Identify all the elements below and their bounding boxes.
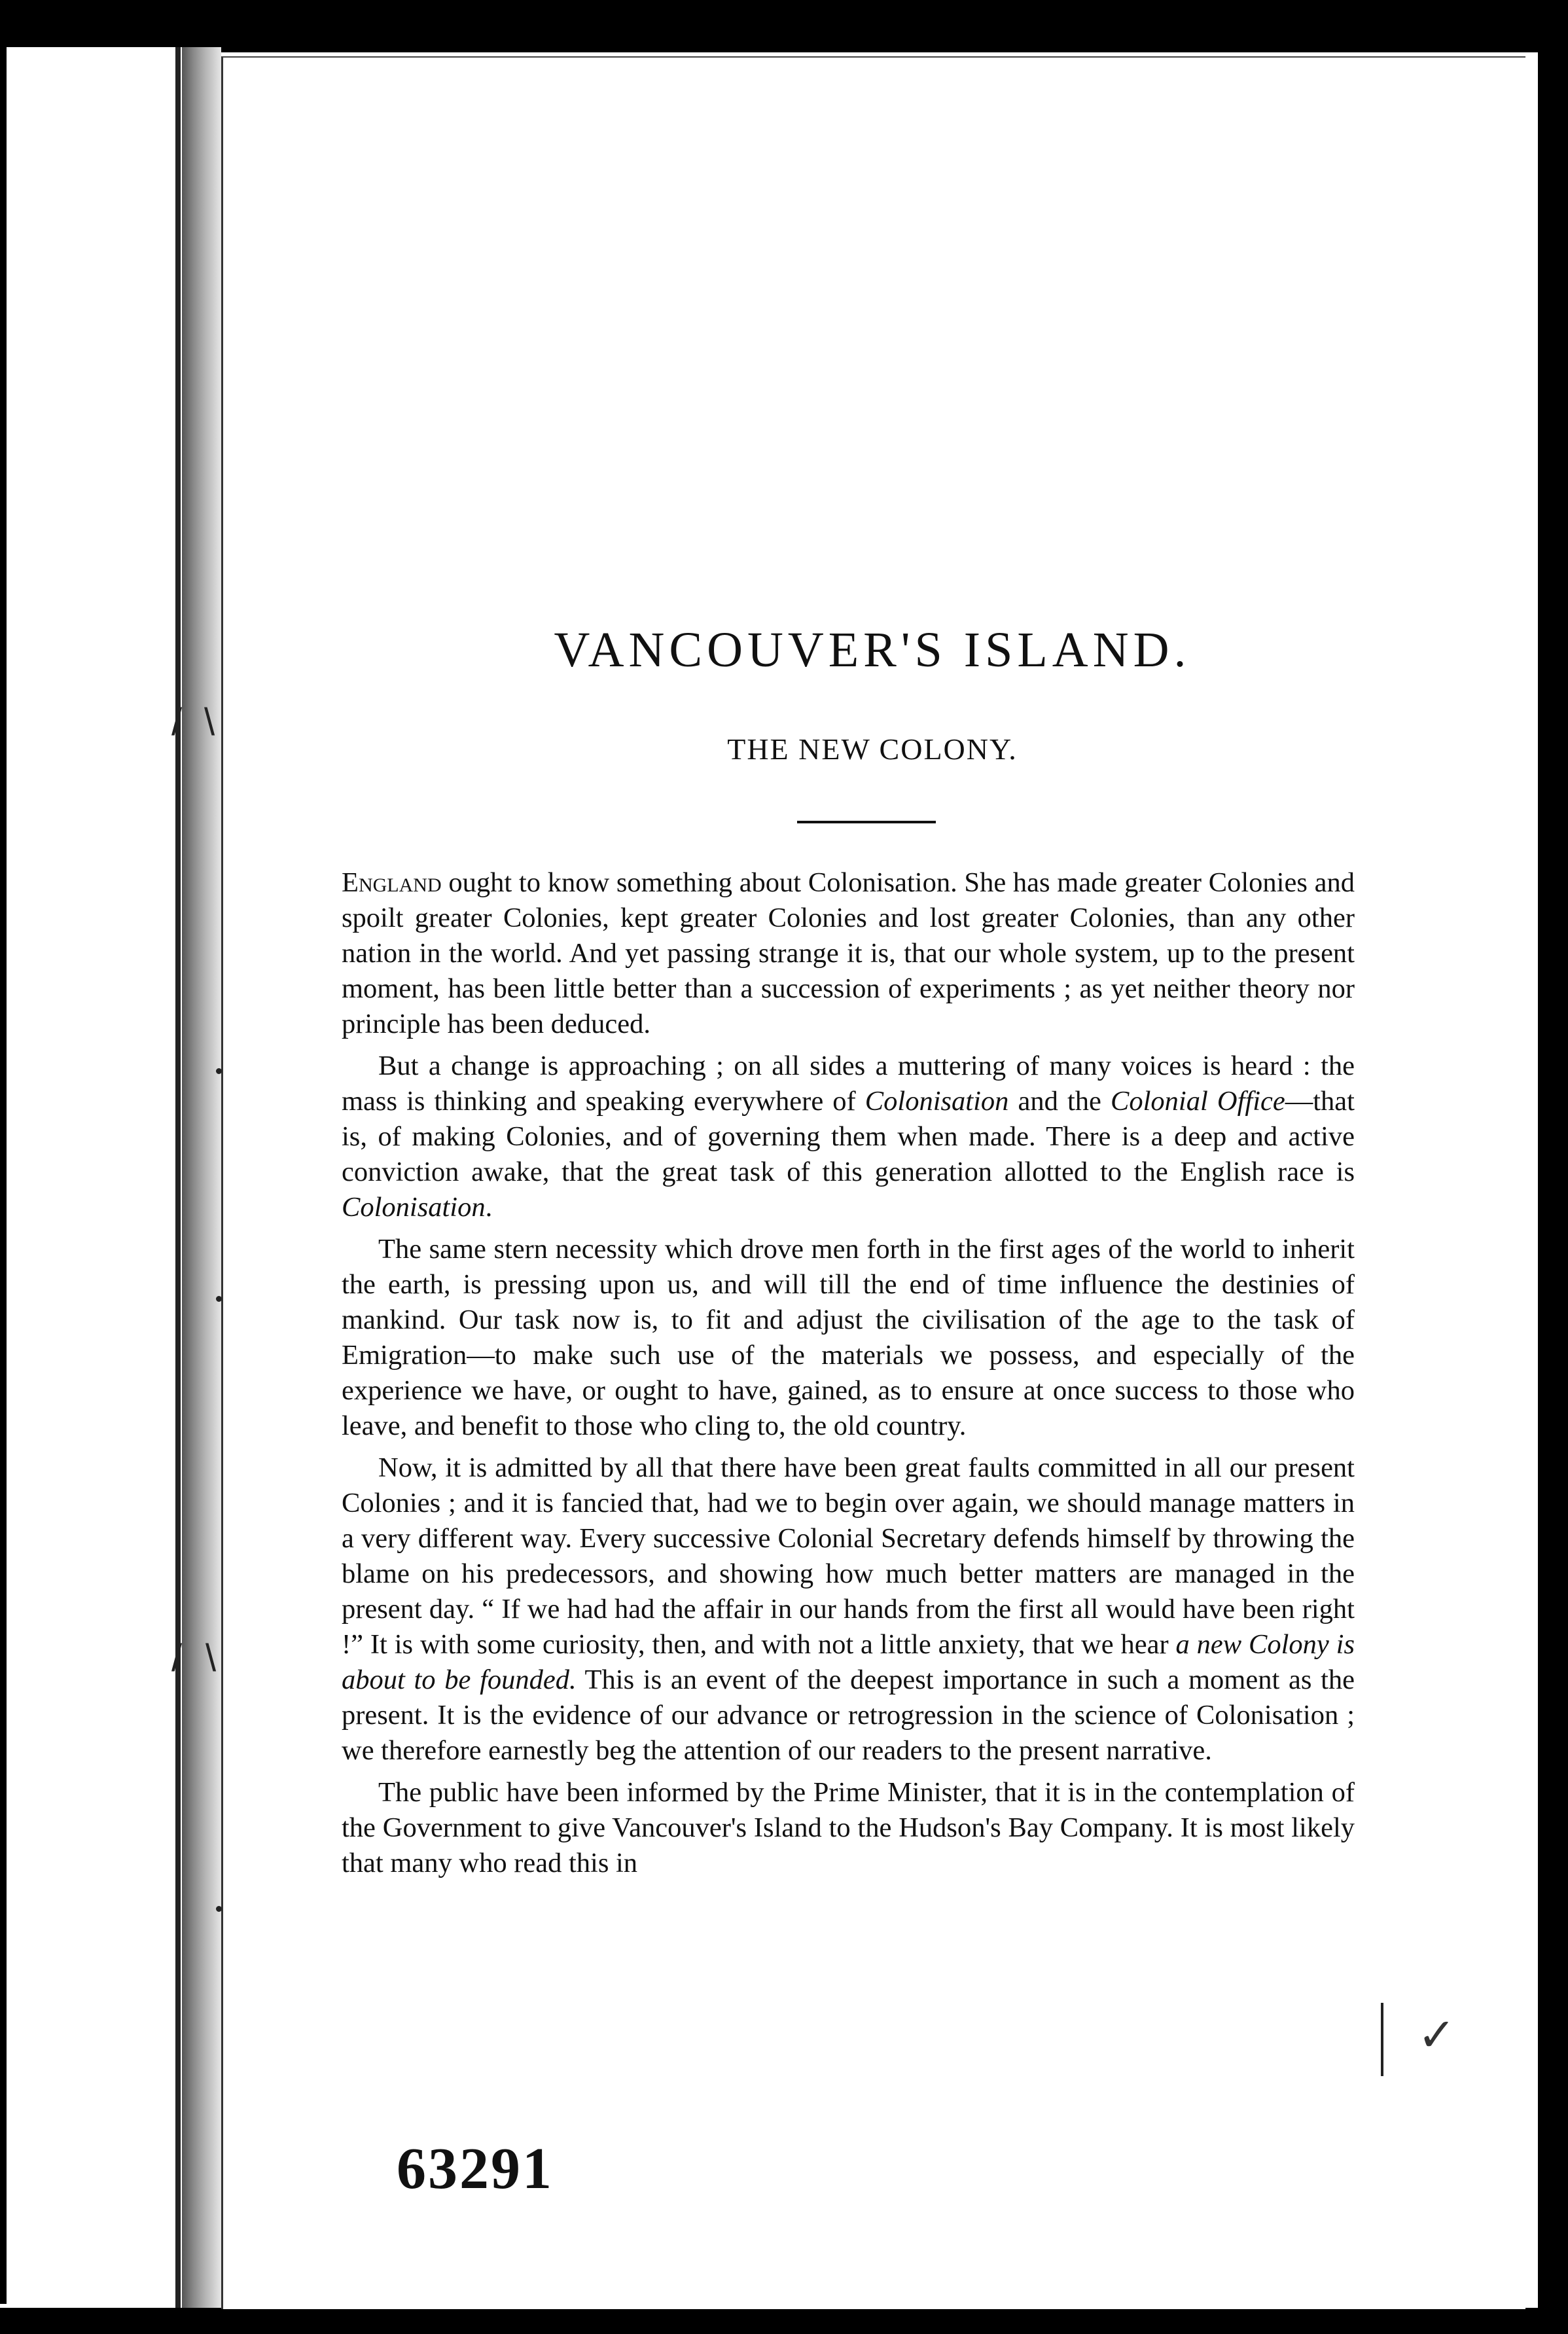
title-divider xyxy=(797,821,936,823)
scan-border-right xyxy=(1538,0,1568,2334)
binding-line xyxy=(175,47,181,2318)
scan-border-left xyxy=(0,39,7,2304)
paragraph-5: The public have been informed by the Prime Minister, that it is in the contemplation of the Government to give Vancouver's Island to the Hudson's Bay Company. It is most likely that many who read this in xyxy=(342,1777,1355,1878)
paragraph-text: —that is, of making Colonies, and of governing them when made. There is a deep and active conviction awake, that the great task of this generation allotted to the English race is xyxy=(342,1086,1355,1187)
gutter-mark: / xyxy=(171,1637,183,1679)
italic-term: Colonial Office xyxy=(1111,1086,1285,1117)
facing-page xyxy=(7,47,182,2318)
gutter-mark: \ xyxy=(205,1637,217,1679)
paragraph-2 xyxy=(342,1049,1355,1225)
gutter-speck xyxy=(216,1906,222,1912)
italic-term: Colonisation xyxy=(342,1192,486,1223)
margin-bracket xyxy=(1381,2003,1383,2076)
drop-lead-word: England xyxy=(342,867,442,898)
paragraph-text: ought to know something about Colonisation. She has made greater Colonies and spoilt greater Colonies, kept greater Colonies and lost greater Colonies, than any other nation in the world. And yet passing strange it is, that our whole system, up to the present moment, has been little better than a succession of experiments ; as yet neither theory nor principle has been deduced. xyxy=(342,867,1355,1039)
paragraph-text: . xyxy=(485,1192,493,1223)
page-title: VANCOUVER'S ISLAND. xyxy=(554,622,1191,677)
paragraph-3: The same stern necessity which drove men forth in the first ages of the world to inherit the earth, is pressing upon us, and will till the end of time influence the destinies of mankind. Our task now is, to fit and adjust the civilisation of the age to the task of Emigration—to make such use of the materials we possess, and especially of the experience we have, or ought to have, gained, as to ensure at once success to those who leave, and benefit to those who cling to, the old country. xyxy=(342,1234,1355,1441)
margin-check-icon: ✓ xyxy=(1417,2008,1456,2062)
gutter-speck xyxy=(216,1068,222,1074)
article-body xyxy=(342,865,1355,1888)
scan-border-top xyxy=(0,0,1568,52)
gutter-speck xyxy=(216,1296,222,1302)
italic-phrase: a new Colony is about to be founded. xyxy=(342,1629,1355,1695)
catalog-stamp-number: 63291 xyxy=(397,2136,554,2201)
italic-term: Colonisation xyxy=(864,1086,1009,1117)
scan-border-bottom xyxy=(0,2308,1568,2334)
paragraph-text: But a change is approaching ; on all sides a muttering of many voices is heard : the mass is thinking and speaking everywhere of xyxy=(342,1050,1355,1117)
paragraph-4 xyxy=(342,1450,1355,1768)
page-subtitle: THE NEW COLONY. xyxy=(727,732,1018,766)
gutter-mark: \ xyxy=(204,701,215,744)
paragraph-text: This is an event of the deepest importance in such a moment as the present. It is the evidence of our advance or retrogression in the science of Colonisation ; we therefore earnestly beg the attention of our readers to the present narrative. xyxy=(342,1664,1355,1766)
gutter-mark: / xyxy=(171,701,183,744)
book-spine-shadow xyxy=(182,47,221,2318)
paragraph-text: and the xyxy=(1008,1086,1111,1117)
paragraph-1 xyxy=(342,865,1355,1042)
paragraph-text: Now, it is admitted by all that there have been great faults committed in all our present Colonies ; and it is fancied that, had we to begin over again, we should manage matters in a very different way. Every successive Colonial Secretary defends himself by throwing the blame on his predecessors, and showing how much better matters are managed in the present day. “ If we had had the affair in our hands from the first all would have been right !” It is with some curiosity, then, and with not a little anxiety, that we hear xyxy=(342,1452,1355,1660)
